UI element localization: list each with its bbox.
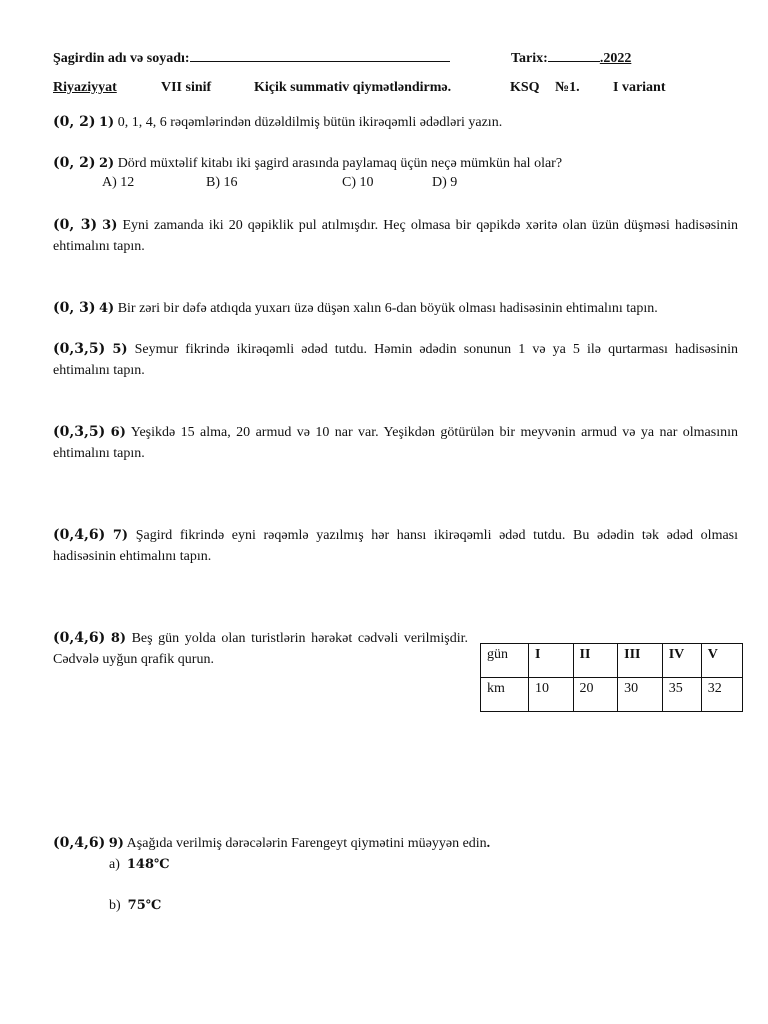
table-cell: 35 [662, 678, 701, 712]
question-4 [53, 298, 738, 319]
question-6-score: (0,3,5) [53, 424, 106, 440]
table-row [481, 678, 743, 712]
table-header-cell: gün [481, 644, 529, 678]
question-5-score: (0,3,5) [53, 341, 106, 357]
question-2-option-c[interactable]: C) 10 [342, 175, 374, 190]
question-2 [53, 153, 738, 174]
question-8-number: 8) [110, 631, 127, 646]
table-cell: 32 [701, 678, 742, 712]
question-4-score: (0, 3) [53, 300, 96, 316]
table-header-cell: II [573, 644, 618, 678]
table-cell: 10 [528, 678, 573, 712]
question-6-text: Yeşikdə 15 alma, 20 armud və 10 nar var. Yeşikdən götürülən bir meyvənin armud və ya nar olmasının ehtimalını tapın. [53, 425, 738, 461]
question-9-period: . [486, 836, 491, 851]
variant: I variant [613, 80, 666, 95]
question-2-score: (0, 2) [53, 155, 96, 171]
table-row [481, 644, 743, 678]
question-8-text: Beş gün yolda olan turistlərin hərəkət cədvəli verilmişdir. Cədvələ uyğun qrafik qurun. [53, 631, 469, 667]
table-header-cell: IV [662, 644, 701, 678]
question-8 [53, 628, 468, 670]
question-3-text: Eyni zamanda iki 20 qəpiklik pul atılmışdır. Heç olmasa bir qəpikdə xəritə olan üzün düşməsi hadisəsinin ehtimalını tapın. [53, 218, 739, 254]
table-cell: km [481, 678, 529, 712]
assessment-title: Kiçik summativ qiymətləndirmə. [254, 80, 452, 95]
item-b-label: b) [109, 898, 121, 913]
question-4-number: 4) [98, 301, 115, 316]
student-name-field[interactable] [190, 47, 450, 62]
question-6 [53, 422, 738, 464]
table-header-cell: III [618, 644, 663, 678]
question-9-score: (0,4,6) [53, 835, 106, 851]
table-header-cell: V [701, 644, 742, 678]
question-2-text: Dörd müxtəlif kitabı iki şagird arasında paylamaq üçün neçə mümkün hal olar? [117, 156, 563, 171]
item-a-value: 148℃ [126, 857, 170, 872]
question-3-number: 3) [102, 218, 118, 233]
question-3 [53, 215, 738, 257]
date-label [511, 47, 631, 67]
item-b-value: 75℃ [127, 898, 162, 913]
question-2-option-a[interactable]: A) 12 [102, 175, 135, 190]
table-cell: 20 [573, 678, 618, 712]
date-label-text: Tarix: [511, 51, 548, 66]
item-a-label: a) [109, 857, 120, 872]
question-3-score: (0, 3) [53, 217, 98, 233]
travel-table [480, 643, 743, 712]
question-8-score: (0,4,6) [53, 630, 106, 646]
student-label-text: Şagirdin adı və soyadı: [53, 51, 190, 66]
question-7-score: (0,4,6) [53, 527, 106, 543]
question-2-option-b[interactable]: B) 16 [206, 175, 238, 190]
ksq-label: KSQ [510, 80, 540, 95]
question-9-item-b [109, 898, 161, 914]
question-5 [53, 339, 738, 381]
table-header-cell: I [528, 644, 573, 678]
date-field[interactable] [548, 47, 600, 62]
question-1 [53, 112, 738, 133]
question-9-number: 9) [108, 836, 124, 851]
question-2-number: 2) [98, 156, 115, 171]
question-1-number: 1) [98, 115, 115, 130]
question-1-score: (0, 2) [53, 114, 96, 130]
question-6-number: 6) [110, 425, 126, 440]
grade: VII sinif [161, 80, 212, 95]
ksq-number: №1. [555, 80, 580, 95]
question-1-text: 0, 1, 4, 6 rəqəmlərindən düzəldilmiş bütün ikirəqəmli ədədləri yazın. [117, 115, 503, 130]
question-7-number: 7) [112, 528, 129, 543]
question-5-text: Seymur fikrində ikirəqəmli ədəd tutdu. Həmin ədədin sonunun 1 və ya 5 ilə qurtarması hadisəsinin ehtimalını tapın. [53, 342, 739, 378]
question-2-option-d[interactable]: D) 9 [432, 175, 458, 190]
question-9-text: Aşağıda verilmiş dərəcələrin Farengeyt qiymətini müəyyən edin [126, 836, 487, 851]
date-year: .2022 [599, 51, 632, 66]
student-name-label [53, 47, 450, 67]
question-5-number: 5) [112, 342, 128, 357]
question-9-item-a [109, 857, 170, 873]
table-cell: 30 [618, 678, 663, 712]
question-4-text: Bir zəri bir dəfə atdıqda yuxarı üzə düşən xalın 6-dan böyük olması hadisəsinin ehtimalını tapın. [117, 301, 658, 316]
question-7 [53, 525, 738, 567]
subject: Riyaziyyat [53, 80, 117, 95]
question-7-text: Şagird fikrində eyni rəqəmlə yazılmış hər hansı ikirəqəmli ədəd tutdu. Bu ədədin tək ədəd olması hadisəsinin ehtimalını tapın. [53, 528, 739, 564]
question-9 [53, 833, 738, 854]
